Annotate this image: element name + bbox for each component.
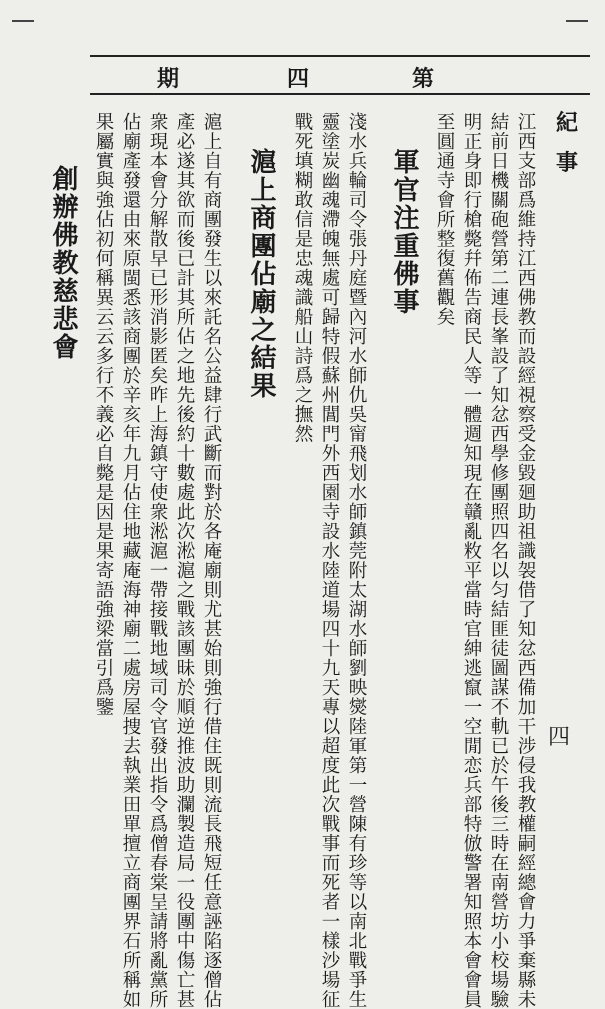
header-issue-prefix: 第 [412, 66, 435, 92]
text-column: 至圓通寺會所整復舊觀矣 [434, 112, 455, 327]
header-issue-suffix: 期 [157, 66, 180, 92]
text-column: 果屬實與強佔初何稱異云云多行不義必自斃是因是果寄語強梁當引爲鑒 [93, 112, 114, 717]
article-heading: 滬上商團佔廟之結果 [246, 148, 276, 400]
text-column: 淺水兵輪司令張丹庭暨內河水師仇吳甯飛划水師鎮莞附太湖水師劉映爕陸軍第一營陳有珍等以南北戰爭生 [346, 112, 367, 1009]
corner-mark-top-left [12, 20, 34, 22]
header-issue-number: 四 [287, 66, 310, 92]
section-label-char-2: 事 [556, 150, 579, 176]
text-column: 衆現本會分解散早已形消影匿矣昨上海鎮守使衆淞滬一帶接戰地域司令官發出指令爲僧春棠呈請將亂黨所 [147, 112, 168, 1009]
header-rule-top [90, 55, 590, 57]
text-column: 產必遂其欲而後已計其所佔之地先後約十數處此次淞滬之戰該團昧於順逆推波助瀾製造局一役團中傷亡甚 [174, 112, 195, 1009]
article-heading: 軍官注重佛事 [389, 148, 419, 316]
text-column: 靈塗炭幽魂滯魄無處可歸特假蘇州閶門外西園寺設水陸道場四十九天專以超度此次戰事而死者一樣沙場征 [319, 112, 340, 1009]
text-column: 戰死填糊敢信是忠魂識船山詩爲之撫然 [292, 112, 313, 444]
text-column: 江西支部爲維持江西佛教而設經視察受金毀廻助祖識袈借了知忿西備加干涉侵我教權嗣經總會力爭棄縣未 [515, 112, 536, 1009]
section-label-char-1: 紀 [556, 110, 579, 136]
header-rule-bottom [90, 93, 590, 95]
text-column: 佔廟產發還由來原閩悉該商團於辛亥年九月佔住地藏庵海神廟二處房屋捜去執業田單擅立商團界石所稱如 [120, 112, 141, 1009]
corner-mark-top-right [566, 20, 588, 22]
page-number: 四 [548, 725, 571, 750]
text-column: 結前日機關砲營第二連長峯設了知忿西學修團照四名以匀結匪徒圖謀不軌已於午後三時在南營坊小校場驗 [488, 112, 509, 1009]
article-heading: 創辦佛教慈悲會 [48, 165, 78, 361]
text-column: 滬上自有商團發生以來託名公益肆行武斷而對於各庵廟則尤甚始則強行借住既則流長飛短任意誣陷逐僧佔 [201, 112, 222, 1009]
text-column: 明正身即行槍斃幷佈告商民人等一體週知現在贛亂敉平當時官紳逃竄一空閒恋兵部特倣警署知照本會會員 [461, 112, 482, 1009]
